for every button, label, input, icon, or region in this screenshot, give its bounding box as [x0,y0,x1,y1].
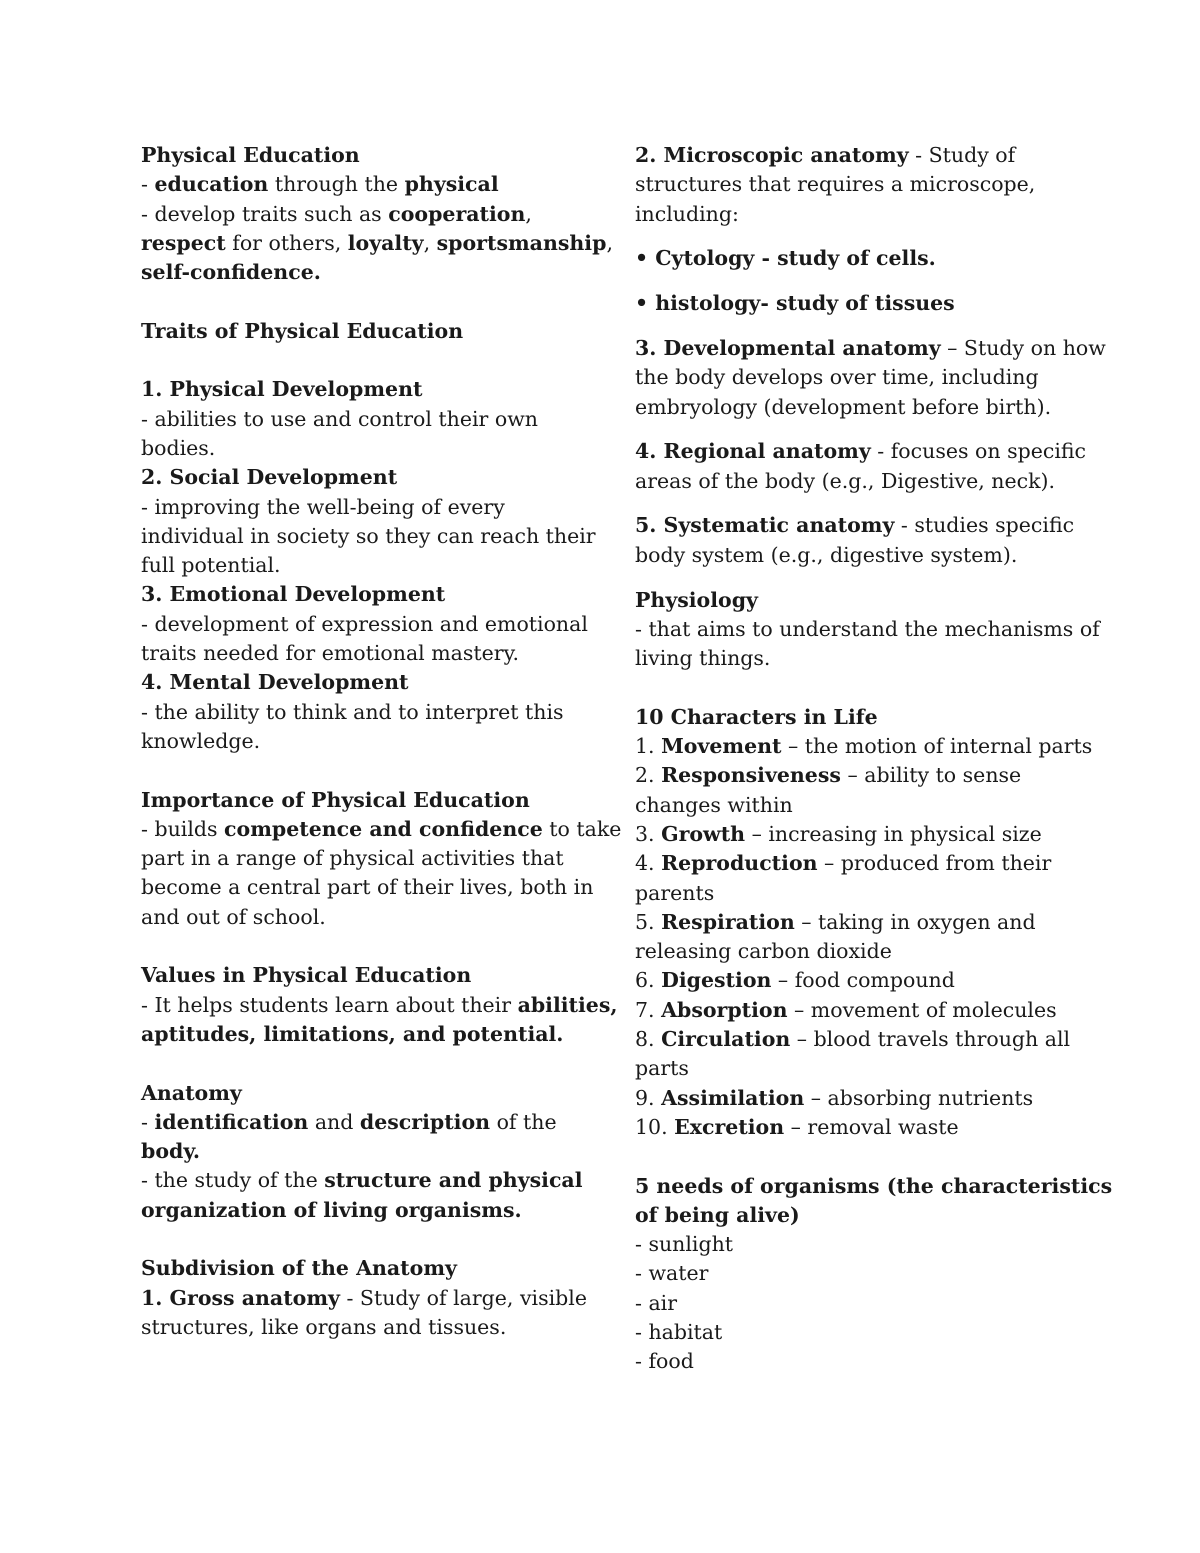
text: parts [635,1056,689,1081]
bold-text: Absorption [661,997,788,1022]
bold-text: 5 needs of organisms (the characteristics [635,1173,1113,1198]
text-line [635,1318,1065,1347]
bold-text: structure and physical [324,1168,583,1193]
text-line [141,287,581,316]
text-line [141,668,581,697]
text: , [525,201,532,226]
text: - Study of large, visible [339,1285,587,1310]
text: - builds [141,816,225,841]
text: - Study of [908,143,1016,167]
text: 7. [635,997,662,1022]
paragraph [635,437,1087,496]
paragraph [635,244,1065,273]
text-line [635,1172,1113,1201]
text-line [141,522,596,551]
text-line [635,200,1065,229]
bold-text: Traits of Physical Education [141,318,464,343]
bold-text: physical [404,172,499,197]
text: to take [542,816,622,841]
text: - improving the well-being of every [141,494,505,519]
text: 1. [635,734,662,759]
text-line [141,580,581,609]
bold-text: 4. Regional anatomy [635,439,871,464]
bold-text: Subdivision of the Anatomy [141,1256,457,1281]
text: 3. [635,821,662,846]
paragraph [635,141,1065,229]
text-line [141,1137,581,1166]
text: of the [490,1109,557,1134]
left-column [141,141,622,1342]
text-line [141,610,588,639]
text: - air [635,1290,678,1315]
bold-text: Physical Education [141,143,360,167]
text-line [635,586,1065,615]
text-line [635,615,1100,644]
text-line [635,820,1065,849]
bold-text: identification [154,1109,309,1134]
text-line [141,786,581,815]
text-line [141,756,581,785]
text-line [141,434,581,463]
text-line [141,375,581,404]
text-line [635,761,1065,790]
text: including: [635,201,739,226]
text: - It helps students learn about their [141,992,518,1017]
text: 9. [635,1085,662,1110]
text-line [141,551,581,580]
text-line [635,849,1065,878]
text-line [635,1113,1065,1142]
text-line [635,937,1065,966]
bold-text: cooperation [388,201,526,226]
bold-text: 10 Characters in Life [635,704,878,729]
text-line [141,317,581,346]
text-line [635,879,1065,908]
text-line [635,996,1065,1025]
text: full potential. [141,553,281,578]
bold-text: aptitudes, limitations, and potential. [141,1021,564,1046]
text: the body develops over time, including [635,365,1039,390]
text: traits needed for emotional mastery. [141,641,519,666]
text: 10. [635,1114,675,1139]
bold-text: Excretion [674,1114,785,1139]
text-line [635,732,1093,761]
bold-text: Anatomy [141,1080,242,1105]
text-line [635,141,1065,170]
bold-text: 4. Mental Development [141,670,409,695]
text-line [635,244,1065,273]
paragraph-gap [635,570,1065,586]
text-line [141,1284,587,1313]
paragraph [635,586,1113,1377]
text-line [635,1025,1071,1054]
text-line [141,346,581,375]
bold-text: body. [141,1139,201,1164]
text: – blood travels through all [790,1027,1071,1052]
bold-text: description [359,1109,491,1134]
text: individual in society so they can reach their [141,523,596,548]
text: areas of the body (e.g., Digestive, neck). [635,468,1056,493]
text: parents [635,880,715,905]
text: – Study on how [940,335,1106,360]
paragraph-gap [635,229,1065,245]
paragraph [635,289,1065,318]
text: , [423,230,437,255]
text-line [635,334,1106,363]
paragraph-gap [635,496,1065,512]
bold-text: self-confidence. [141,260,321,285]
text: - water [635,1261,709,1286]
text-line [635,1201,1065,1230]
paragraph [635,334,1106,422]
text: , [606,230,613,255]
bold-text: Assimilation [661,1085,805,1110]
text-line [635,703,1065,732]
paragraph-gap [635,318,1065,334]
text: 4. [635,851,662,876]
text-line [635,393,1065,422]
text-line [141,1254,581,1283]
bold-text: 2. Microscopic anatomy [635,143,909,167]
text-line [141,991,618,1020]
bold-text: loyalty [347,230,424,255]
text: 6. [635,968,662,993]
bold-text: Growth [661,821,746,846]
text-line [141,1108,581,1137]
text: knowledge. [141,728,261,753]
bold-text: sportsmanship [436,230,607,255]
text: – ability to sense [840,763,1022,788]
text: - food [635,1349,694,1374]
text-line [635,170,1065,199]
text: – taking in oxygen and [794,909,1036,934]
text-line [141,170,581,199]
text: for others, [225,230,348,255]
bold-text: Values in Physical Education [141,963,472,988]
bold-text: 3. Emotional Development [141,582,446,607]
text-line [141,1313,581,1342]
text: - [141,1109,155,1134]
text-line [635,1230,1065,1259]
text: 2. [635,763,662,788]
text-line [635,908,1065,937]
text: embryology (development before birth). [635,394,1052,419]
text-line [635,289,1065,318]
text: - the ability to think and to interpret this [141,699,564,724]
text-line [141,815,622,844]
text: and [308,1109,360,1134]
text: - sunlight [635,1232,734,1257]
paragraph-gap [635,422,1065,438]
text-line [141,932,581,961]
text: bodies. [141,435,216,460]
bold-text: • Cytology - study of cells. [635,246,936,271]
text-line [635,1347,1065,1376]
text: – absorbing nutrients [804,1085,1034,1110]
text: releasing carbon dioxide [635,939,892,964]
text-line [635,966,1065,995]
text: – produced from their [817,851,1052,876]
text: - the study of the [141,1168,325,1193]
text-line [141,1079,581,1108]
bold-text: 1. Gross anatomy [141,1285,340,1310]
text-line [141,258,581,287]
bold-text: 1. Physical Development [141,377,423,402]
text: – removal waste [784,1114,959,1139]
text: 5. [635,909,662,934]
text-line [141,1196,581,1225]
text: – movement of molecules [787,997,1057,1022]
text: - [141,172,155,197]
text-line [141,873,594,902]
text-line [635,1259,1065,1288]
text-line [141,1225,581,1254]
text: structures that requires a microscope, [635,172,1036,197]
text-line [635,511,1075,540]
bold-text: Movement [661,734,782,759]
text-line [141,463,581,492]
bold-text: Responsiveness [661,763,841,788]
text-line [635,791,1065,820]
bold-text: Circulation [661,1027,791,1052]
text-line [141,961,581,990]
text-line [635,1289,1065,1318]
text: - abilities to use and control their own [141,406,538,431]
bold-text: Importance of Physical Education [141,787,530,812]
bold-text: • histology- study of tissues [635,291,955,316]
text: part in a range of physical activities that [141,846,564,871]
text: changes within [635,792,793,817]
paragraph-gap [635,274,1065,290]
bold-text: education [154,172,269,197]
text-line [141,698,581,727]
bold-text: of being alive) [635,1202,800,1227]
text-line [141,141,581,170]
text-line [141,200,581,229]
text: and out of school. [141,904,326,929]
text-line [141,844,581,873]
bold-text: abilities, [517,992,618,1017]
text: - focuses on specific [870,439,1087,464]
text: - studies specific [894,513,1075,538]
text-line [141,639,581,668]
text-line [141,903,581,932]
text: - develop traits such as [141,201,389,226]
text: - development of expression and emotional [141,611,588,636]
text-line [141,405,581,434]
text: 8. [635,1027,662,1052]
text: body system (e.g., digestive system). [635,542,1018,567]
text-line [635,363,1065,392]
text: become a central part of their lives, both in [141,875,594,900]
text: through the [268,172,405,197]
bold-text: 3. Developmental anatomy [635,335,941,360]
text-line [141,1166,581,1195]
paragraph [635,511,1075,570]
bold-text: Physiology [635,587,758,612]
text-line [141,229,613,258]
text: – the motion of internal parts [781,734,1093,759]
right-column [635,141,1113,1377]
text: structures, like organs and tissues. [141,1314,507,1339]
text-line [635,1054,1065,1083]
bold-text: organization of living organisms. [141,1197,522,1222]
bold-text: 5. Systematic anatomy [635,513,895,538]
bold-text: 2. Social Development [141,465,398,490]
text-line [635,644,1065,673]
text-line [141,727,581,756]
text-line [635,437,1087,466]
bold-text: respect [141,230,226,255]
text-line [635,673,1065,702]
text-line [635,1142,1065,1171]
text-line [635,541,1065,570]
text: – food compound [771,968,955,993]
text: - habitat [635,1319,723,1344]
bold-text: Digestion [661,968,772,993]
text: living things. [635,646,771,671]
text-line [141,1049,581,1078]
text-line [141,1020,581,1049]
text-line [141,493,581,522]
text: - that aims to understand the mechanisms of [635,616,1100,641]
text-line [635,1084,1065,1113]
bold-text: Respiration [661,909,795,934]
bold-text: competence and confidence [224,816,543,841]
text-line [635,467,1065,496]
bold-text: Reproduction [661,851,818,876]
text: – increasing in physical size [745,821,1042,846]
